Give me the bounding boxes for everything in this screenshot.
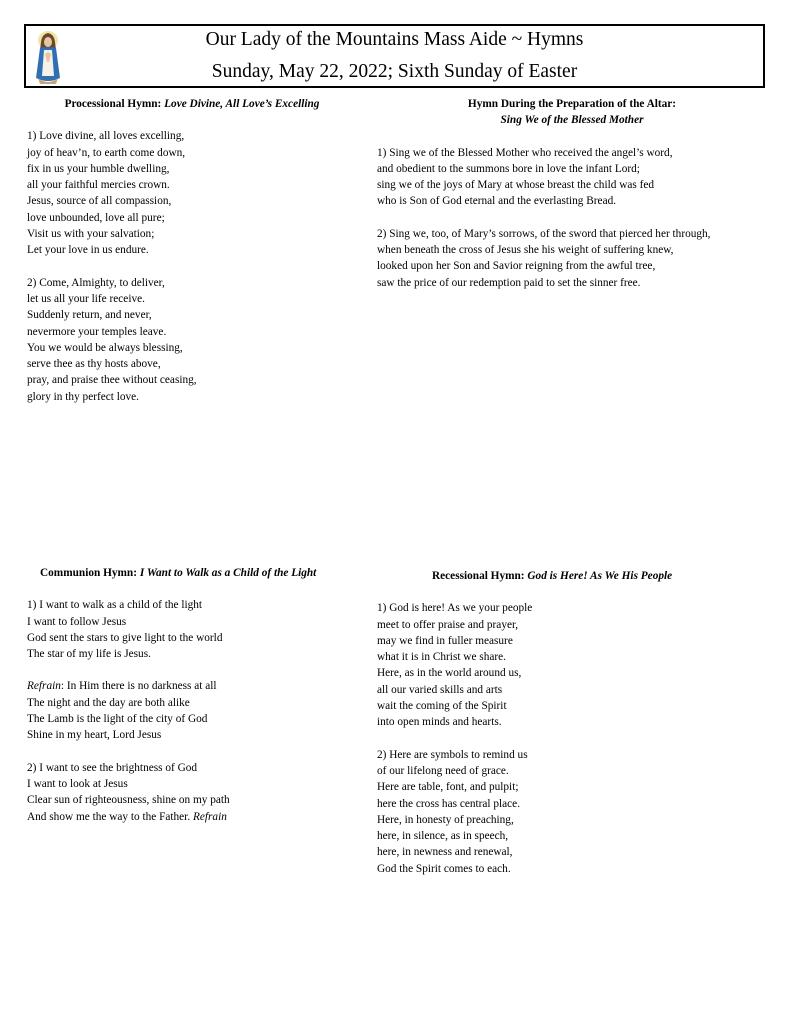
hymn-line: 1) Sing we of the Blessed Mother who received the angel’s word,: [377, 146, 673, 159]
hymn-line: and obedient to the summons bore in love the infant Lord;: [377, 162, 640, 175]
hymn-line: what it is in Christ we share.: [377, 651, 506, 664]
communion-verse-2-lines: [27, 760, 367, 809]
hymn-line: nevermore your temples leave.: [27, 325, 167, 338]
hymn-line: glory in thy perfect love.: [27, 390, 139, 403]
processional-verse-2: [27, 275, 357, 405]
recessional-verse-1: [377, 600, 767, 730]
communion-label: Communion Hymn:: [40, 567, 140, 579]
communion-verse-2-last: And show me the way to the Father.: [27, 810, 193, 823]
hymn-line: saw the price of our redemption paid to set the sinner free.: [377, 276, 641, 289]
hymn-line: may we find in fuller measure: [377, 634, 513, 647]
hymn-line: Here, as in the world around us,: [377, 667, 522, 680]
hymn-line: Shine in my heart, Lord Jesus: [27, 729, 162, 742]
recessional-title: God is Here! As We His People: [527, 570, 673, 582]
hymn-line: You we would be always blessing,: [27, 341, 183, 354]
refrain-first-line: : In Him there is no darkness at all: [60, 680, 217, 693]
hymn-line: here, in silence, as in speech,: [377, 830, 509, 843]
hymn-line: of our lifelong need of grace.: [377, 764, 509, 777]
recessional-hymn: [377, 568, 767, 877]
header-date: Sunday, May 22, 2022; Sixth Sunday of Easter: [211, 61, 578, 82]
hymn-line: love unbounded, love all pure;: [27, 211, 165, 224]
hymn-line: 1) I want to walk as a child of the light: [27, 599, 203, 612]
communion-hymn: [27, 565, 367, 825]
refrain-label: Refrain: [27, 680, 61, 693]
hymn-line: Visit us with your salvation;: [27, 228, 155, 241]
processional-label: Processional Hymn:: [64, 98, 165, 110]
hymn-line: 1) Love divine, all loves excelling,: [27, 130, 185, 143]
hymn-line: when beneath the cross of Jesus she his weight of suffering knew,: [377, 244, 674, 257]
communion-refrain: [27, 678, 367, 743]
hymn-line: Suddenly return, and never,: [27, 309, 152, 322]
hymn-line: here the cross has central place.: [377, 797, 521, 810]
processional-verse-1: [27, 128, 357, 258]
preparation-verse-1: [377, 145, 777, 210]
hymn-line: God the Spirit comes to each.: [377, 862, 511, 875]
processional-title: Love Divine, All Love’s Excelling: [164, 98, 320, 110]
preparation-label: Hymn During the Preparation of the Altar:: [467, 98, 677, 110]
communion-verse-1: [27, 597, 367, 662]
hymn-line: here, in newness and renewal,: [377, 846, 513, 859]
processional-hymn: [27, 96, 357, 405]
preparation-verse-2: [377, 226, 777, 291]
communion-verse-2: [27, 760, 367, 825]
hymn-line: 2) Sing we, too, of Mary’s sorrows, of the sword that pierced her through,: [377, 227, 711, 240]
communion-title: I Want to Walk as a Child of the Light: [139, 567, 317, 579]
preparation-hymn: [377, 96, 777, 291]
hymn-line: I want to look at Jesus: [27, 777, 128, 790]
hymn-line: God sent the stars to give light to the world: [27, 631, 223, 644]
processional-heading: [27, 96, 357, 112]
hymn-line: let us all your life receive.: [27, 292, 145, 305]
header-box: [24, 24, 765, 88]
hymn-line: sing we of the joys of Mary at whose breast the child was fed: [377, 179, 655, 192]
hymn-line: Clear sun of righteousness, shine on my path: [27, 794, 230, 807]
hymn-line: Jesus, source of all compassion,: [27, 195, 172, 208]
hymn-line: joy of heav’n, to earth come down,: [27, 146, 186, 159]
hymn-line: all your faithful mercies crown.: [27, 179, 170, 192]
hymn-line: into open minds and hearts.: [377, 716, 502, 729]
hymn-line: looked upon her Son and Savior reigning from the awful tree,: [377, 260, 656, 273]
hymn-line: fix in us your humble dwelling,: [27, 162, 170, 175]
communion-heading: [27, 565, 367, 581]
hymn-line: I want to follow Jesus: [27, 615, 127, 628]
preparation-title: Sing We of the Blessed Mother: [500, 114, 644, 127]
recessional-heading: [377, 568, 767, 584]
hymn-line: Here, in honesty of preaching,: [377, 813, 514, 826]
hymn-line: who is Son of God eternal and the everlasting Bread.: [377, 195, 617, 208]
hymn-line: wait the coming of the Spirit: [377, 700, 507, 713]
recessional-verse-2: [377, 747, 767, 877]
hymn-line: 2) Here are symbols to remind us: [377, 748, 528, 761]
hymn-line: 1) God is here! As we your people: [377, 602, 533, 615]
hymn-line: Let your love in us endure.: [27, 244, 149, 257]
header-title: Our Lady of the Mountains Mass Aide ~ Hymns: [205, 29, 584, 50]
recessional-label: Recessional Hymn:: [432, 570, 528, 582]
hymn-line: all our varied skills and arts: [377, 683, 503, 696]
hymn-line: pray, and praise thee without ceasing,: [27, 374, 197, 387]
hymn-line: 2) I want to see the brightness of God: [27, 761, 198, 774]
preparation-heading: [377, 96, 767, 129]
hymn-line: The star of my life is Jesus.: [27, 648, 151, 661]
hymn-line: serve thee as thy hosts above,: [27, 358, 161, 371]
hymn-line: 2) Come, Almighty, to deliver,: [27, 276, 165, 289]
hymn-line: meet to offer praise and prayer,: [377, 618, 519, 631]
communion-verse-2-refrain: Refrain: [192, 810, 227, 823]
hymn-line: The Lamb is the light of the city of God: [27, 713, 208, 726]
hymn-line: Here are table, font, and pulpit;: [377, 781, 519, 794]
hymn-line: The night and the day are both alike: [27, 696, 190, 709]
refrain-lines: [27, 695, 367, 744]
